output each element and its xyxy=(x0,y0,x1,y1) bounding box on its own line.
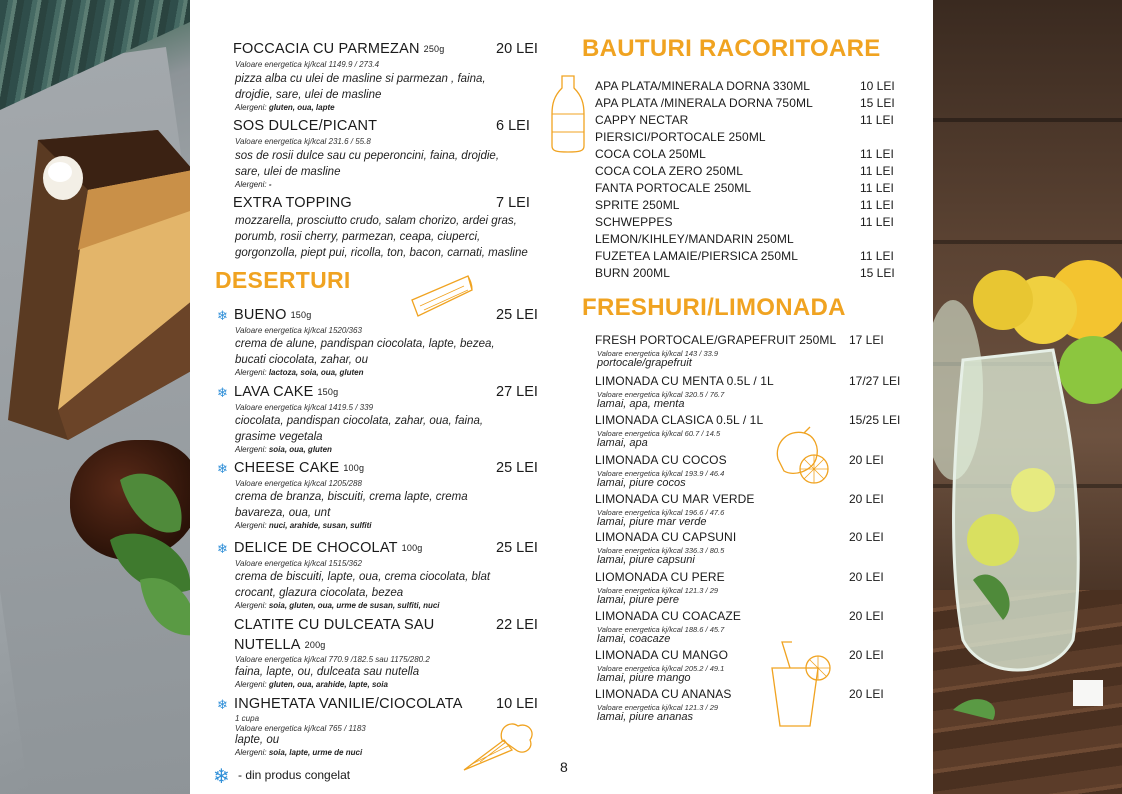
drink-price: 11 LEI xyxy=(860,164,894,178)
drink-price: 17 LEI xyxy=(849,333,884,347)
drink-name: LIMONADA CLASICA 0.5L / 1L xyxy=(595,413,764,427)
snowflake-icon: ❄ xyxy=(217,308,228,323)
frozen-product-note: - din produs congelat xyxy=(238,768,351,782)
menu-item-name: CLATITE CU DULCEATA SAU xyxy=(234,617,435,633)
portion-size: 1 cupa xyxy=(235,714,260,723)
menu-page xyxy=(190,0,933,794)
energy-value: Valoare energetica kj/kcal 1515/362 xyxy=(235,559,362,568)
item-weight: 100g xyxy=(401,543,423,553)
snowflake-icon: ❄ xyxy=(213,766,230,788)
drink-name: LIMONADA CU COACAZE xyxy=(595,609,741,623)
allergens: Alergeni: gluten, oua, lapte xyxy=(235,103,335,112)
soda-bottle-icon xyxy=(548,74,588,154)
item-description: faina, lapte, ou, dulceata sau nutella xyxy=(235,666,420,678)
item-description: crema de alune, pandispan ciocolata, lapte, bezea, bucati ciocolata, zahar, ou xyxy=(235,338,495,366)
drink-name: LIMONADA CU COCOS xyxy=(595,453,727,467)
allergens: Alergeni: soia, oua, gluten xyxy=(235,445,332,454)
drink-price: 20 LEI xyxy=(849,453,884,467)
drink-name: COCA COLA 250ML xyxy=(595,147,706,161)
energy-value: Valoare energetica kj/kcal 121.3 / 29 xyxy=(597,703,719,712)
drink-description: lamai, piure ananas xyxy=(597,711,694,723)
energy-value: Valoare energetica kj/kcal 1419.5 / 339 xyxy=(235,403,374,412)
left-column xyxy=(190,0,575,794)
allergens: Alergeni: lactoza, soia, oua, gluten xyxy=(235,368,364,377)
energy-value: Valoare energetica kj/kcal 320.5 / 76.7 xyxy=(597,390,725,399)
item-description: ciocolata, pandispan ciocolata, zahar, oua, faina, grasime vegetala xyxy=(235,415,484,443)
drink-name: PIERSICI/PORTOCALE 250ML xyxy=(595,130,766,144)
drink-name: BURN 200ML xyxy=(595,266,671,280)
drink-price: 20 LEI xyxy=(849,648,884,662)
cake-slice-icon xyxy=(408,270,476,320)
item-price: 10 LEI xyxy=(496,696,538,712)
drink-description: lamai, piure mango xyxy=(597,672,691,684)
drink-price: 20 LEI xyxy=(849,609,884,623)
item-price: 6 LEI xyxy=(496,118,530,134)
item-price: 22 LEI xyxy=(496,617,538,633)
menu-item-name: LAVA CAKE 150g xyxy=(234,384,339,400)
mint-leaves xyxy=(100,460,190,640)
menu-item-name: SOS DULCE/PICANT xyxy=(233,118,378,134)
cake-slice-photo xyxy=(8,130,190,440)
drink-price: 11 LEI xyxy=(860,198,894,212)
lemonade-glass-icon xyxy=(766,640,836,730)
item-weight: 150g xyxy=(317,387,339,397)
drink-price: 11 LEI xyxy=(860,215,894,229)
energy-value: Valoare energetica kj/kcal 188.6 / 45.7 xyxy=(597,625,725,634)
item-description: mozzarella, prosciutto crudo, salam chorizo, ardei gras, porumb, rosii cherry, parmezan, ceapa, ciuperci, gorgonzolla, piept pui, ricolla, ton, bacon, carnati, masline xyxy=(235,215,528,259)
allergens: Alergeni: soia, lapte, urme de nuci xyxy=(235,748,363,757)
drink-price: 20 LEI xyxy=(849,570,884,584)
drink-name: LIMONADA CU MENTA 0.5L / 1L xyxy=(595,374,774,388)
energy-value: Valoare energetica kj/kcal 205.2 / 49.1 xyxy=(597,664,725,673)
ice-cream-cone-icon xyxy=(458,718,538,778)
allergens: Alergeni: - xyxy=(235,180,272,189)
item-weight: 150g xyxy=(290,310,312,320)
drink-name: LIMONADA CU MAR VERDE xyxy=(595,492,755,506)
item-price: 25 LEI xyxy=(496,460,538,476)
drink-description: lamai, apa xyxy=(597,437,648,449)
item-description: crema de biscuiti, lapte, oua, crema ciocolata, blat crocant, glazura ciocolata, bezea xyxy=(235,571,491,599)
item-weight: 250g xyxy=(423,44,445,54)
lemon-icon xyxy=(770,425,830,487)
energy-value: Valoare energetica kj/kcal 770.9 /182.5 sau 1175/280.2 xyxy=(235,655,430,664)
drink-name: SCHWEPPES xyxy=(595,215,673,229)
energy-value: Valoare energetica kj/kcal 1149.9 / 273.4 xyxy=(235,60,380,69)
energy-value: Valoare energetica kj/kcal 121.3 / 29 xyxy=(597,586,719,595)
drink-description: lamai, piure cocos xyxy=(597,477,686,489)
drink-price: 15 LEI xyxy=(860,266,895,280)
drink-name: FUZETEA LAMAIE/PIERSICA 250ML xyxy=(595,249,798,263)
section-title-desserts: DESERTURI xyxy=(215,267,351,293)
menu-item-name: INGHETATA VANILIE/CIOCOLATA xyxy=(234,696,463,712)
menu-item-name: FOCCACIA CU PARMEZAN 250g xyxy=(233,41,445,57)
drink-description: lamai, apa, menta xyxy=(597,398,685,410)
drink-price: 17/27 LEI xyxy=(849,374,901,388)
drink-description: lamai, piure pere xyxy=(597,594,679,606)
item-price: 25 LEI xyxy=(496,307,538,323)
drink-name: LEMON/KIHLEY/MANDARIN 250ML xyxy=(595,232,794,246)
drink-name: LIMONADA CU MANGO xyxy=(595,648,729,662)
energy-value: Valoare energetica kj/kcal 765 / 1183 xyxy=(235,724,366,733)
drink-price: 20 LEI xyxy=(849,687,884,701)
item-weight: 100g xyxy=(343,463,365,473)
snowflake-icon: ❄ xyxy=(217,385,228,400)
energy-value: Valoare energetica kj/kcal 196.6 / 47.6 xyxy=(597,508,725,517)
section-title-soft-drinks: BAUTURI RACORITOARE xyxy=(582,35,881,62)
energy-value: Valoare energetica kj/kcal 143 / 33.9 xyxy=(597,349,719,358)
drink-price: 20 LEI xyxy=(849,492,884,506)
energy-value: Valoare energetica kj/kcal 336.3 / 80.5 xyxy=(597,546,725,555)
item-price: 25 LEI xyxy=(496,540,538,556)
drink-description: portocale/grapefruit xyxy=(597,357,692,369)
allergens: Alergeni: soia, gluten, oua, urme de susan, sulfiti, nuci xyxy=(235,601,440,610)
drink-price: 11 LEI xyxy=(860,249,894,263)
item-price: 7 LEI xyxy=(496,195,530,211)
item-weight: 200g xyxy=(304,640,326,650)
energy-value: Valoare energetica kj/kcal 60.7 / 14.5 xyxy=(597,429,721,438)
energy-value: Valoare energetica kj/kcal 193.9 / 46.4 xyxy=(597,469,725,478)
snowflake-icon: ❄ xyxy=(217,541,228,556)
right-column xyxy=(580,0,933,794)
allergens: Alergeni: nuci, arahide, susan, sulfiti xyxy=(235,521,372,530)
lemonade-photo xyxy=(933,0,1122,794)
menu-item-name: DELICE DE CHOCOLAT 100g xyxy=(234,540,423,556)
energy-value: Valoare energetica kj/kcal 1205/288 xyxy=(235,479,362,488)
drink-description: lamai, piure mar verde xyxy=(597,516,707,528)
menu-item-name: CHEESE CAKE 100g xyxy=(234,460,365,476)
drink-description: lamai, piure capsuni xyxy=(597,554,695,566)
item-price: 27 LEI xyxy=(496,384,538,400)
energy-value: Valoare energetica kj/kcal 231.6 / 55.8 xyxy=(235,137,371,146)
drink-price: 20 LEI xyxy=(849,530,884,544)
drink-name: SPRITE 250ML xyxy=(595,198,680,212)
drink-name: LIMONADA CU CAPSUNI xyxy=(595,530,737,544)
item-description: pizza alba cu ulei de masline si parmezan , faina, drojdie, sare, ulei de masline xyxy=(235,73,486,101)
snowflake-icon: ❄ xyxy=(217,697,228,712)
item-price: 20 LEI xyxy=(496,41,538,57)
drink-name: FRESH PORTOCALE/GRAPEFRUIT 250ML xyxy=(595,333,837,347)
drink-name: FANTA PORTOCALE 250ML xyxy=(595,181,752,195)
section-title-fresh: FRESHURI/LIMONADA xyxy=(582,294,846,321)
item-description: lapte, ou xyxy=(235,734,280,746)
drink-price: 15/25 LEI xyxy=(849,413,901,427)
menu-item-name: BUENO 150g xyxy=(234,307,312,323)
drink-price: 15 LEI xyxy=(860,96,895,110)
drink-price: 10 LEI xyxy=(860,79,895,93)
item-description: sos de rosii dulce sau cu peperoncini, faina, drojdie, sare, ulei de masline xyxy=(235,150,500,178)
drink-name: APA PLATA/MINERALA DORNA 330ML xyxy=(595,79,811,93)
snowflake-icon: ❄ xyxy=(217,461,228,476)
item-description: crema de branza, biscuiti, crema lapte, crema bavareza, oua, unt xyxy=(235,491,468,519)
drink-name: CAPPY NECTAR xyxy=(595,113,689,127)
dessert-photo xyxy=(0,0,190,794)
drink-name: LIOMONADA CU PERE xyxy=(595,570,725,584)
page-number: 8 xyxy=(560,759,568,775)
drink-price: 11 LEI xyxy=(860,113,894,127)
menu-item-name: EXTRA TOPPING xyxy=(233,195,352,211)
drink-name: APA PLATA /MINERALA DORNA 750ML xyxy=(595,96,813,110)
drink-name: LIMONADA CU ANANAS xyxy=(595,687,732,701)
drink-price: 11 LEI xyxy=(860,147,894,161)
lemonade-jug-photo xyxy=(933,240,1122,720)
energy-value: Valoare energetica kj/kcal 1520/363 xyxy=(235,326,362,335)
allergens: Alergeni: gluten, oua, arahide, lapte, soia xyxy=(235,680,388,689)
menu-item-name-continued: NUTELLA 200g xyxy=(234,637,326,653)
drink-name: COCA COLA ZERO 250ML xyxy=(595,164,744,178)
drink-price: 11 LEI xyxy=(860,181,894,195)
drink-description: lamai, coacaze xyxy=(597,633,671,645)
